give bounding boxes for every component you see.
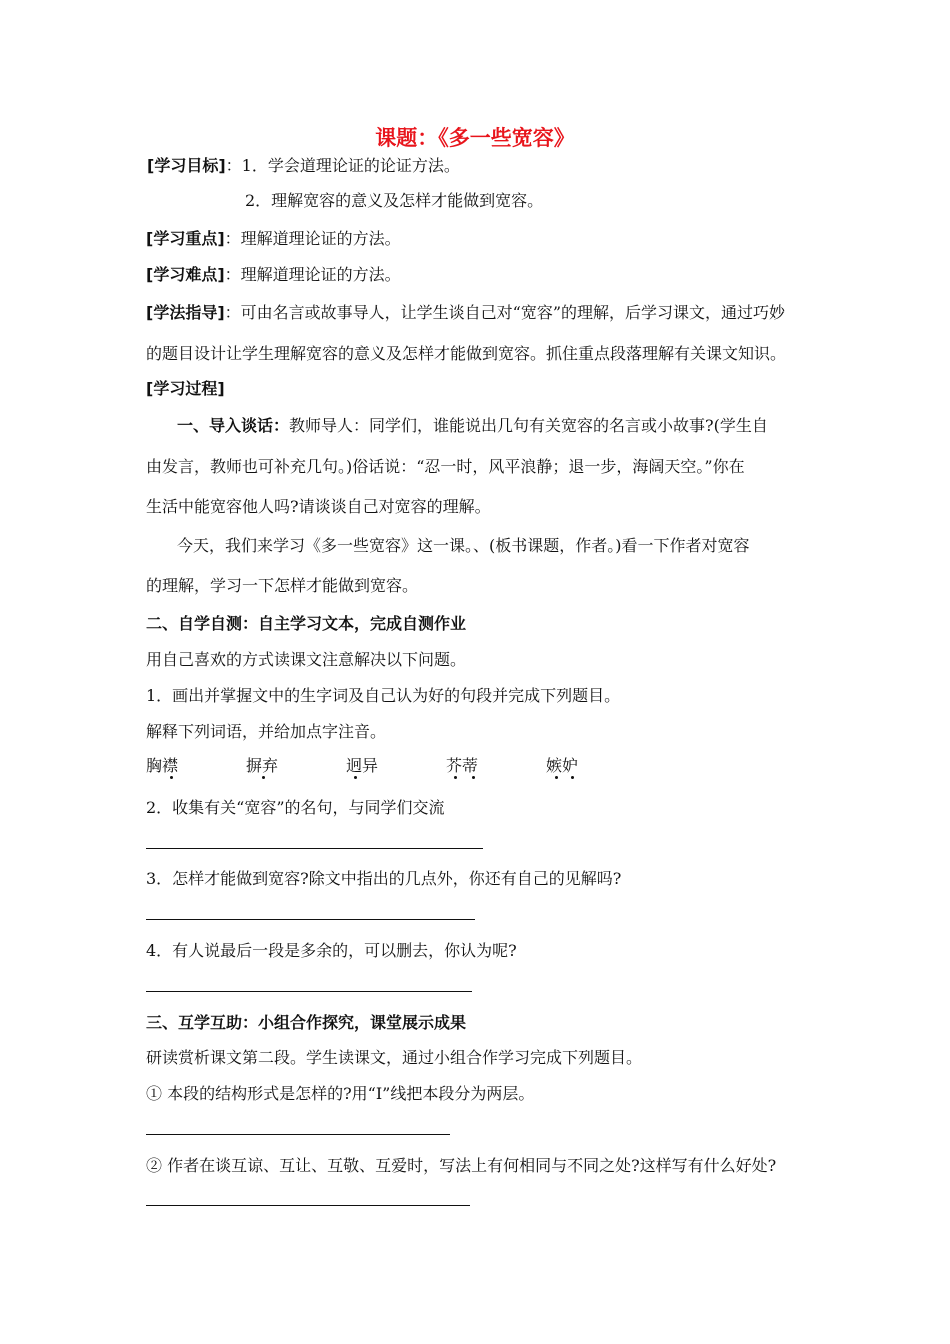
emphasis-dot — [571, 776, 574, 779]
part3-heading: 三、互学互助：小组合作探究，课堂展示成果 — [146, 1013, 467, 1032]
part1-text-2: 由发言，教师也可补充几句。)俗话说：“忍一时，风平浪静；退一步，海阔天空。”你在 — [146, 457, 745, 476]
key-point-text: ：理解道理论证的方法。 — [224, 229, 401, 248]
part2-question-2: 2．收集有关“宽容”的名句，与同学们交流 — [146, 798, 445, 817]
process-label: [学习过程] — [146, 379, 225, 398]
vocab-word: 摒弃 — [246, 756, 279, 775]
part2-question-3: 3．怎样才能做到宽容?除文中指出的几点外，你还有自己的见解吗? — [146, 869, 622, 888]
emphasis-dot — [454, 776, 457, 779]
emphasis-dot — [472, 776, 475, 779]
key-point-label: [学习重点] — [146, 229, 225, 248]
emphasis-dot — [354, 776, 357, 779]
part3-question-2: ② 作者在谈互谅、互让、互敬、互爱时，写法上有何相同与不同之处?这样写有什么好处? — [146, 1156, 777, 1175]
difficulty-line — [146, 262, 401, 285]
part2-heading: 二、自学自测：自主学习文本，完成自测作业 — [146, 614, 467, 633]
part3-question-1: ① 本段的结构形式是怎样的?用“I”线把本段分为两层。 — [146, 1084, 535, 1103]
vocab-word: 嫉妒 — [546, 756, 579, 775]
page-title: 课题：《多一些宽容》 — [375, 126, 575, 150]
answer-line — [146, 848, 483, 849]
part2-question-1-sub: 解释下列词语，并给加点字注音。 — [146, 722, 387, 741]
part1-text-1: 教师导人：同学们，谁能说出几句有关宽容的名言或小故事?(学生自 — [289, 416, 768, 435]
answer-line — [146, 991, 472, 992]
answer-line — [146, 1134, 450, 1135]
emphasis-dot — [262, 776, 265, 779]
guidance-text-1: ：可由名言或故事导人，让学生谈自己对“宽容”的理解，后学习课文，通过巧妙 — [224, 303, 786, 322]
objectives-line-1 — [147, 153, 460, 176]
emphasis-dot — [170, 776, 173, 779]
part2-question-4: 4．有人说最后一段是多余的，可以删去，你认为呢? — [146, 941, 517, 960]
objective-1: ：1．学会道理论证的论证方法。 — [225, 156, 460, 175]
part2-intro: 用自己喜欢的方式读课文注意解决以下问题。 — [146, 650, 467, 669]
part1-text-3: 生活中能宽容他人吗?请谈谈自己对宽容的理解。 — [146, 497, 491, 516]
part2-question-1: 1．画出并掌握文中的生字词及自己认为好的句段并完成下列题目。 — [146, 686, 621, 705]
guidance-line-1 — [146, 300, 785, 323]
answer-line — [146, 1205, 470, 1206]
objectives-label: [学习目标] — [147, 156, 226, 175]
vocab-word: 胸襟 — [146, 756, 179, 775]
part3-intro: 研读赏析课文第二段。学生读课文，通过小组合作学习完成下列题目。 — [146, 1048, 643, 1067]
key-point-line — [146, 226, 401, 249]
emphasis-dot — [555, 776, 558, 779]
vocab-word: 芥蒂 — [446, 756, 479, 775]
vocab-word: 迥异 — [346, 756, 379, 775]
guidance-label: [学法指导] — [146, 303, 225, 322]
part1-text-4: 今天，我们来学习《多一些宽容》这一课。、(板书课题，作者。)看一下作者对宽容 — [177, 536, 750, 555]
difficulty-text: ：理解道理论证的方法。 — [224, 265, 401, 284]
part1-line-1 — [177, 413, 768, 436]
guidance-text-2: 的题目设计让学生理解宽容的意义及怎样才能做到宽容。抓住重点段落理解有关课文知识。 — [146, 344, 787, 363]
part1-text-5: 的理解，学习一下怎样才能做到宽容。 — [146, 576, 419, 595]
part1-heading: 一、导入谈话： — [177, 416, 290, 435]
difficulty-label: [学习难点] — [146, 265, 225, 284]
objective-2: 2．理解宽容的意义及怎样才能做到宽容。 — [245, 191, 544, 210]
answer-line — [146, 919, 475, 920]
